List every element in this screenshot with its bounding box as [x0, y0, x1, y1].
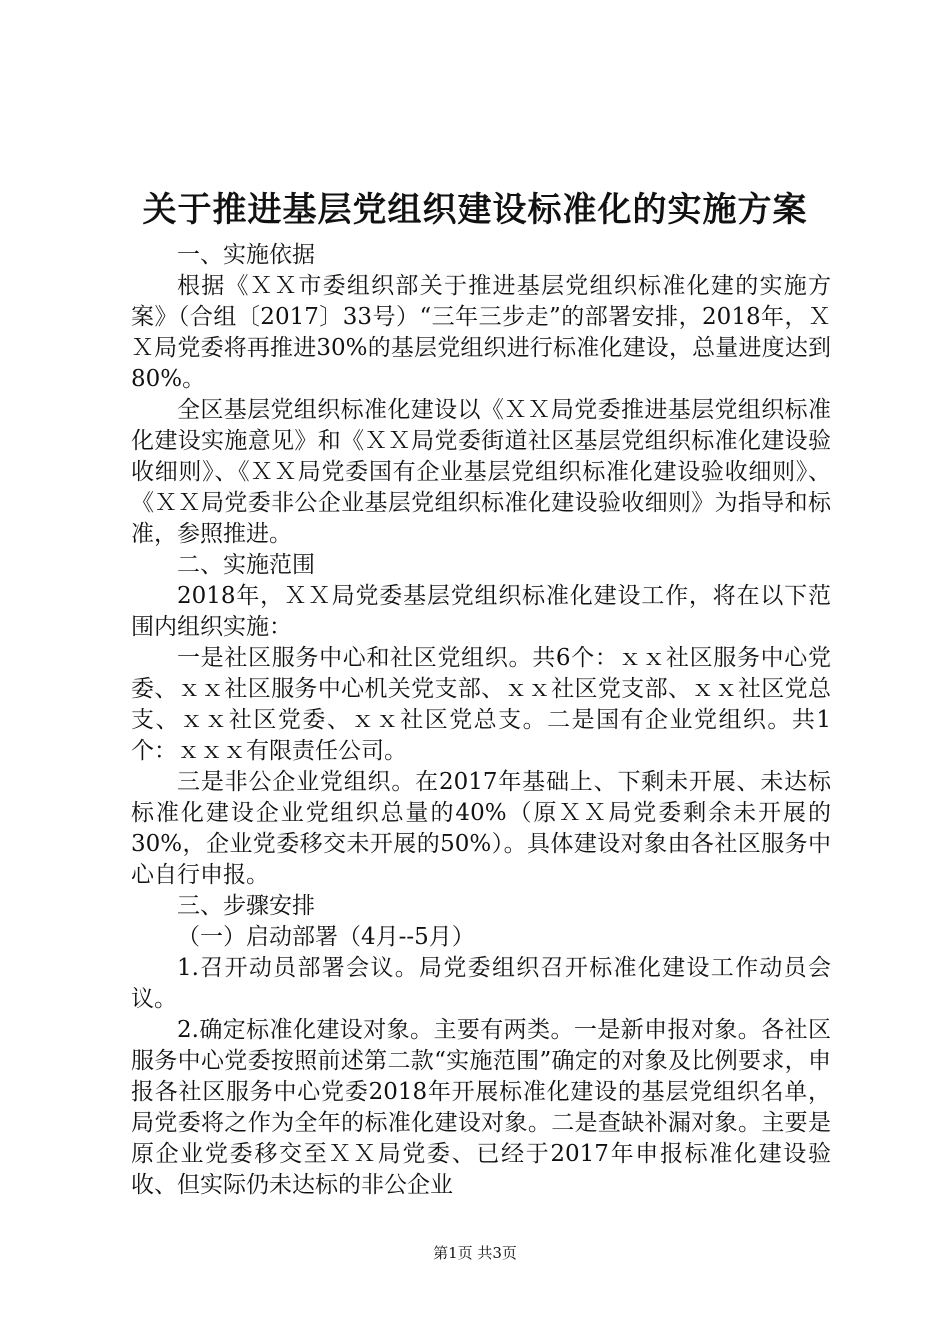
document-body	[131, 240, 831, 1201]
page-footer: 第1页 共3页	[433, 1244, 517, 1262]
paragraph-step-1: 1.召开动员部署会议。局党委组织召开标准化建设工作动员会议。	[131, 955, 831, 1012]
section-heading-basis: 一、实施依据	[177, 242, 315, 268]
section-heading-scope: 二、实施范围	[177, 552, 315, 578]
paragraph-basis-1: 根据《ＸＸ市委组织部关于推进基层党组织标准化建的实施方案》（合组〔2017〕33号）“三年三步走”的部署安排，2018年，ＸＸ局党委将再推进30%的基层党组织进行标准化建设，总量进度达到80%。	[131, 273, 831, 392]
paragraph-step-2: 2.确定标准化建设对象。主要有两类。一是新申报对象。各社区服务中心党委按照前述第二款“实施范围”确定的对象及比例要求，申报各社区服务中心党委2018年开展标准化建设的基层党组织名单，局党委将之作为全年的标准化建设对象。二是查缺补漏对象。主要是原企业党委移交至ＸＸ局党委、已经于2017年申报标准化建设验收、但实际仍未达标的非公企业	[131, 1017, 831, 1198]
document-title: 关于推进基层党组织建设标准化的实施方案	[142, 190, 808, 230]
paragraph-scope-1: 2018年，ＸＸ局党委基层党组织标准化建设工作，将在以下范围内组织实施：	[131, 583, 831, 640]
paragraph-scope-2: 一是社区服务中心和社区党组织。共6个：ｘｘ社区服务中心党委、ｘｘ社区服务中心机关党支部、ｘｘ社区党支部、ｘｘ社区党总支、ｘｘ社区党委、ｘｘ社区党总支。二是国有企业党组织。共1个：ｘｘｘ有限责任公司。	[131, 645, 831, 764]
subheading-launch: （一）启动部署（4月--5月）	[177, 924, 475, 950]
paragraph-scope-3: 三是非公企业党组织。在2017年基础上、下剩未开展、未达标标准化建设企业党组织总量的40%（原ＸＸ局党委剩余未开展的30%，企业党委移交未开展的50%）。具体建设对象由各社区服务中心自行申报。	[131, 769, 831, 888]
section-heading-steps: 三、步骤安排	[177, 893, 315, 919]
paragraph-basis-2: 全区基层党组织标准化建设以《ＸＸ局党委推进基层党组织标准化建设实施意见》和《ＸＸ局党委街道社区基层党组织标准化建设验收细则》、《ＸＸ局党委国有企业基层党组织标准化建设验收细则》、《ＸＸ局党委非公企业基层党组织标准化建设验收细则》为指导和标准，参照推进。	[131, 397, 831, 547]
